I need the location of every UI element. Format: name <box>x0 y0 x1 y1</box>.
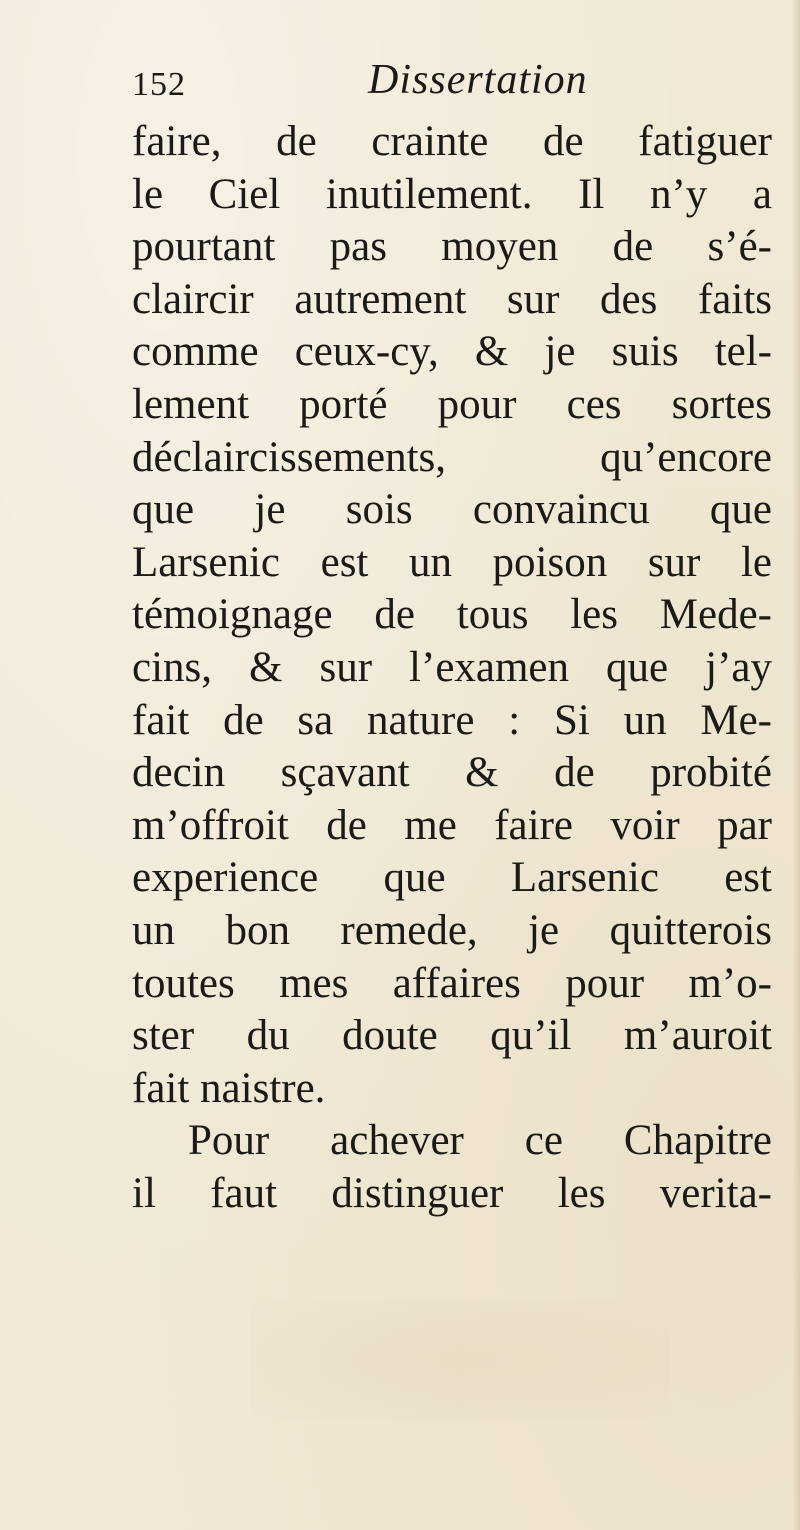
text-line: m’offroit de me faire voir par <box>132 801 772 849</box>
text-line: claircir autrement sur des faits <box>132 275 772 323</box>
page-header <box>132 48 752 108</box>
text-line: Larsenic est un poison sur le <box>132 538 772 586</box>
text-line: lement porté pour ces sortes <box>132 380 772 428</box>
page-number: 152 <box>132 66 186 103</box>
paper-stain <box>250 1300 670 1420</box>
text-line: ster du doute qu’il m’auroit <box>132 1012 772 1060</box>
page-edge <box>792 0 800 1530</box>
text-line: decin sçavant & de probité <box>132 749 772 797</box>
body-text <box>132 116 772 1220</box>
text-line: experience que Larsenic est <box>132 854 772 902</box>
paragraph-start-line: Pour achever ce Chapitre <box>188 1117 772 1165</box>
text-line: comme ceux-cy, & je suis tel- <box>132 328 772 376</box>
running-head: Dissertation <box>368 57 588 103</box>
text-line: déclaircissements, qu’encore <box>132 433 772 481</box>
text-line: il faut distinguer les verita- <box>132 1169 772 1217</box>
text-line: pourtant pas moyen de s’é- <box>132 223 772 271</box>
text-line: le Ciel inutilement. Il n’y a <box>132 170 772 218</box>
text-line: que je sois convaincu que <box>132 486 772 534</box>
text-line: cins, & sur l’examen que j’ay <box>132 643 772 691</box>
paragraph-end-line: fait naistre. <box>132 1064 326 1112</box>
text-line: toutes mes affaires pour m’o- <box>132 959 772 1007</box>
text-line: un bon remede, je quitterois <box>132 906 772 954</box>
text-line: faire, de crainte de fatiguer <box>132 118 772 165</box>
text-line: fait de sa nature : Si un Me- <box>132 696 772 744</box>
text-line: témoignage de tous les Mede- <box>132 591 772 639</box>
